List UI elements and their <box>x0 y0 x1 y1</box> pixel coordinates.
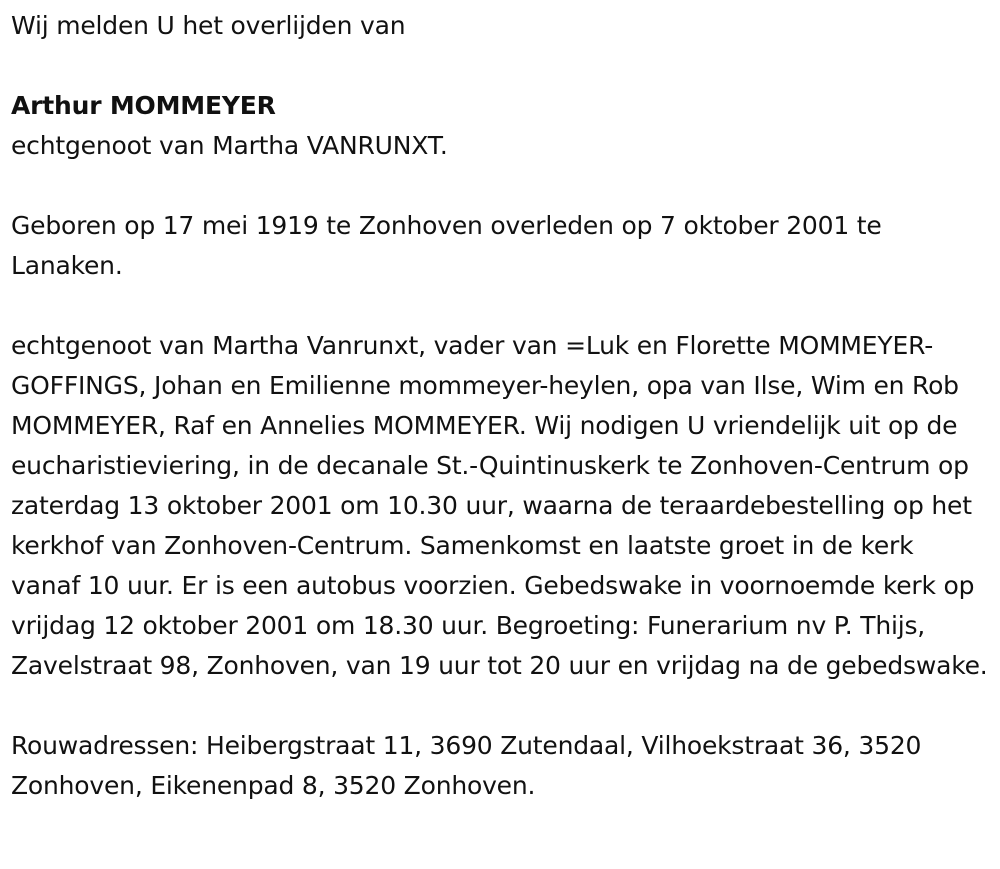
birth-death-paragraph: Geboren op 17 mei 1919 te Zonhoven overleden op 7 oktober 2001 te Lanaken. <box>11 211 882 280</box>
deceased-name: Arthur MOMMEYER <box>11 91 276 120</box>
spacer <box>11 166 990 206</box>
addresses-paragraph: Rouwadressen: Heibergstraat 11, 3690 Zutendaal, Vilhoekstraat 36, 3520 Zonhoven, Eikenenpad 8, 3520 Zonhoven. <box>11 731 922 800</box>
details-paragraph: echtgenoot van Martha Vanrunxt, vader van =Luk en Florette MOMMEYER-GOFFINGS, Johan en Emilienne mommeyer-heylen, opa van Ilse, Wim en Rob MOMMEYER, Raf en Annelies MOMMEYER. Wij nodigen U vriendelijk uit op de eucharistieviering, in de decanale St.-Quintinuskerk te Zonhoven-Centrum op zaterdag 13 oktober 2001 om 10.30 uur, waarna de teraardebestelling op het kerkhof van Zonhoven-Centrum. Samenkomst en laatste groet in de kerk vanaf 10 uur. Er is een autobus voorzien. Gebedswake in voornoemde kerk op vrijdag 12 oktober 2001 om 18.30 uur. Begroeting: Funerarium nv P. Thijs, Zavelstraat 98, Zonhoven, van 19 uur tot 20 uur en vrijdag na de gebedswake. <box>11 331 988 680</box>
spacer <box>11 686 990 726</box>
intro-text: Wij melden U het overlijden van <box>11 11 406 40</box>
spacer <box>11 46 990 86</box>
spacer <box>11 286 990 326</box>
spouse-line: echtgenoot van Martha VANRUNXT. <box>11 131 448 160</box>
